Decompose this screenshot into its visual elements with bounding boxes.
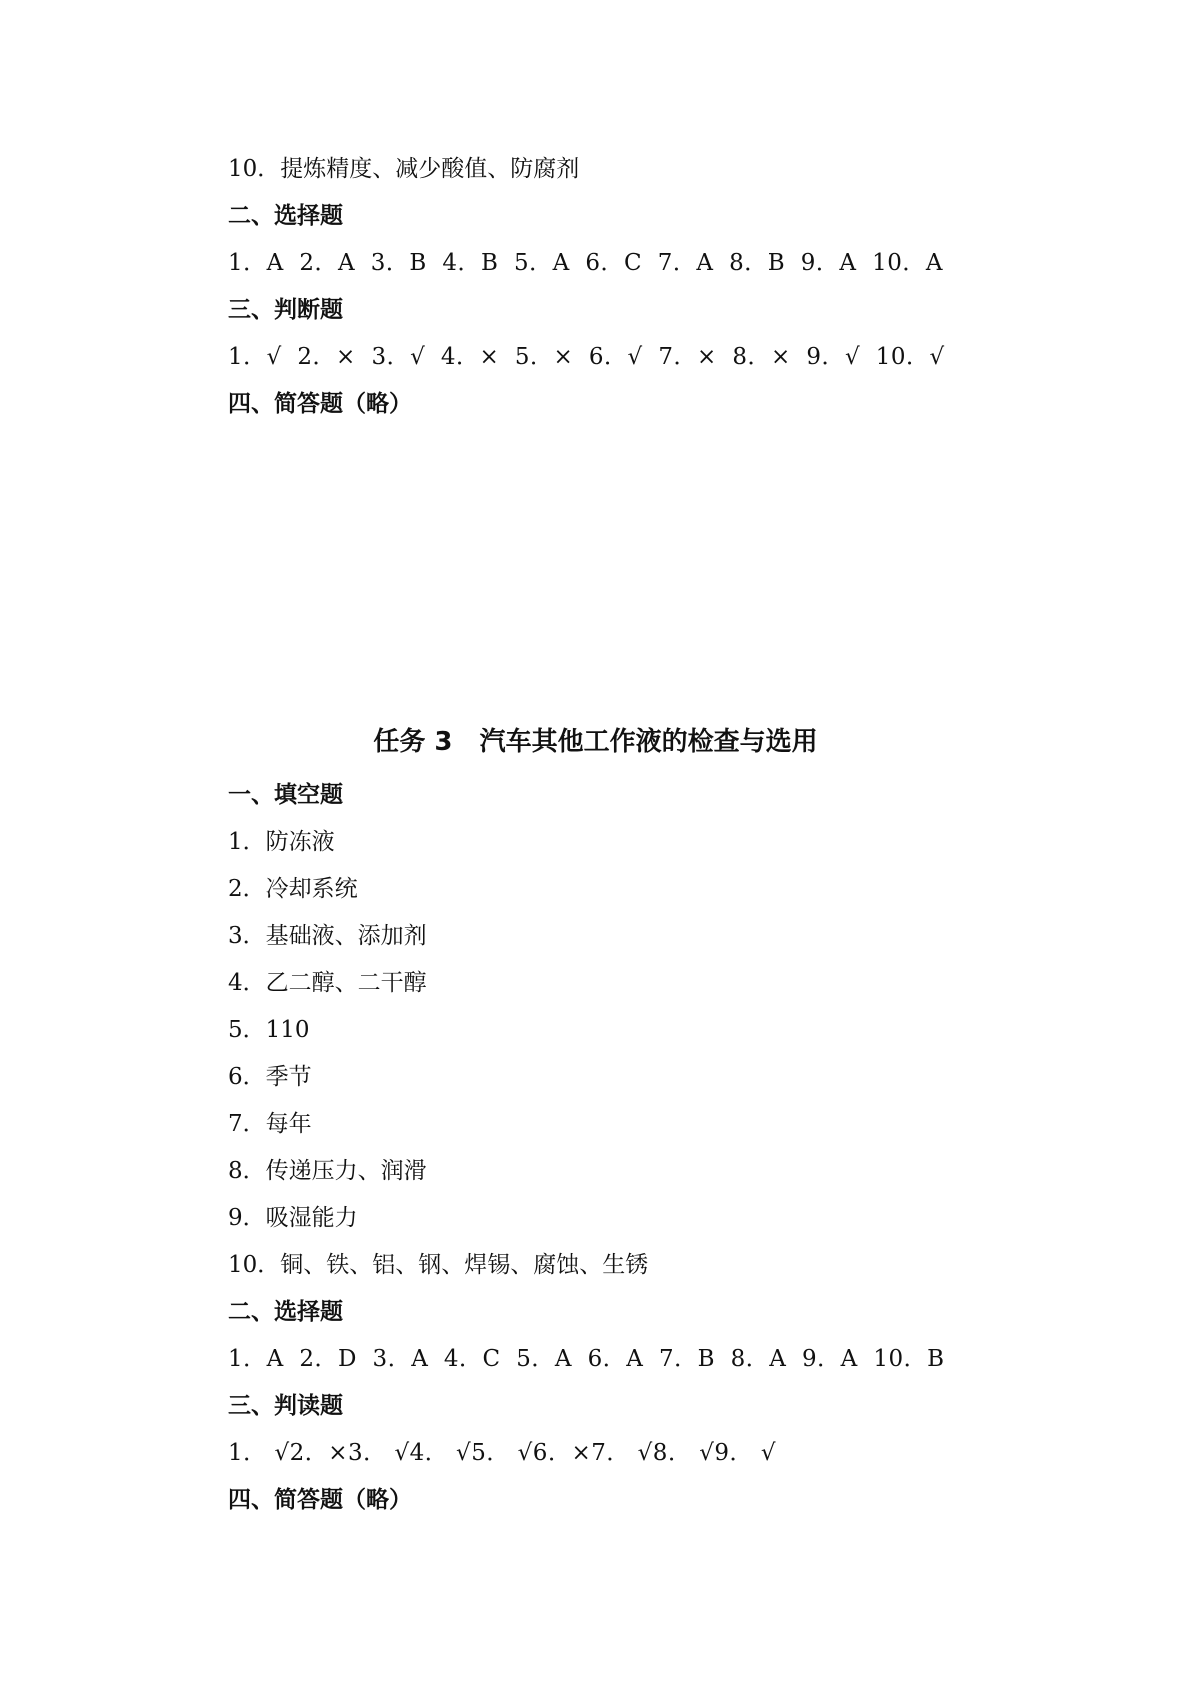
prev-short-answer-heading: 四、简答题（略）	[228, 391, 412, 417]
task3-fill-item: 6．季节	[228, 1064, 312, 1090]
task3-choice-heading: 二、选择题	[228, 1299, 343, 1325]
prev-choice-heading: 二、选择题	[228, 203, 343, 229]
prev-judge-answers: 1．√ 2．× 3．√ 4．× 5．× 6．√ 7．× 8．× 9．√ 10．√	[228, 344, 945, 370]
task3-fill-item: 10．铜、铁、铝、钢、焊锡、腐蚀、生锈	[228, 1252, 649, 1278]
task3-fill-item: 1．防冻液	[228, 829, 335, 855]
task3-fill-item: 3．基础液、添加剂	[228, 923, 427, 949]
task3-fill-item: 2．冷却系统	[228, 876, 358, 902]
prev-judge-heading: 三、判断题	[228, 297, 343, 323]
task3-fill-item: 7．每年	[228, 1111, 312, 1137]
prev-choice-answers: 1．A 2．A 3．B 4．B 5．A 6．C 7．A 8．B 9．A 10．A	[228, 250, 944, 276]
task3-fill-item: 9．吸湿能力	[228, 1205, 358, 1231]
task3-title: 任务 3 汽车其他工作液的检查与选用	[373, 727, 818, 757]
task3-choice-answers: 1．A 2．D 3．A 4．C 5．A 6．A 7．B 8．A 9．A 10．B	[228, 1346, 945, 1372]
task3-fill-item: 5．110	[228, 1017, 310, 1043]
task3-judge-answers: 1． √2．×3． √4． √5． √6．×7． √8． √9． √	[228, 1440, 777, 1466]
task3-fill-item: 4．乙二醇、二干醇	[228, 970, 427, 996]
task3-fill-heading: 一、填空题	[228, 782, 343, 808]
prev-fill-item-10: 10．提炼精度、减少酸值、防腐剂	[228, 156, 580, 182]
task3-fill-item: 8．传递压力、润滑	[228, 1158, 427, 1184]
task3-judge-heading: 三、判读题	[228, 1393, 343, 1419]
task3-short-answer-heading: 四、简答题（略）	[228, 1487, 412, 1513]
